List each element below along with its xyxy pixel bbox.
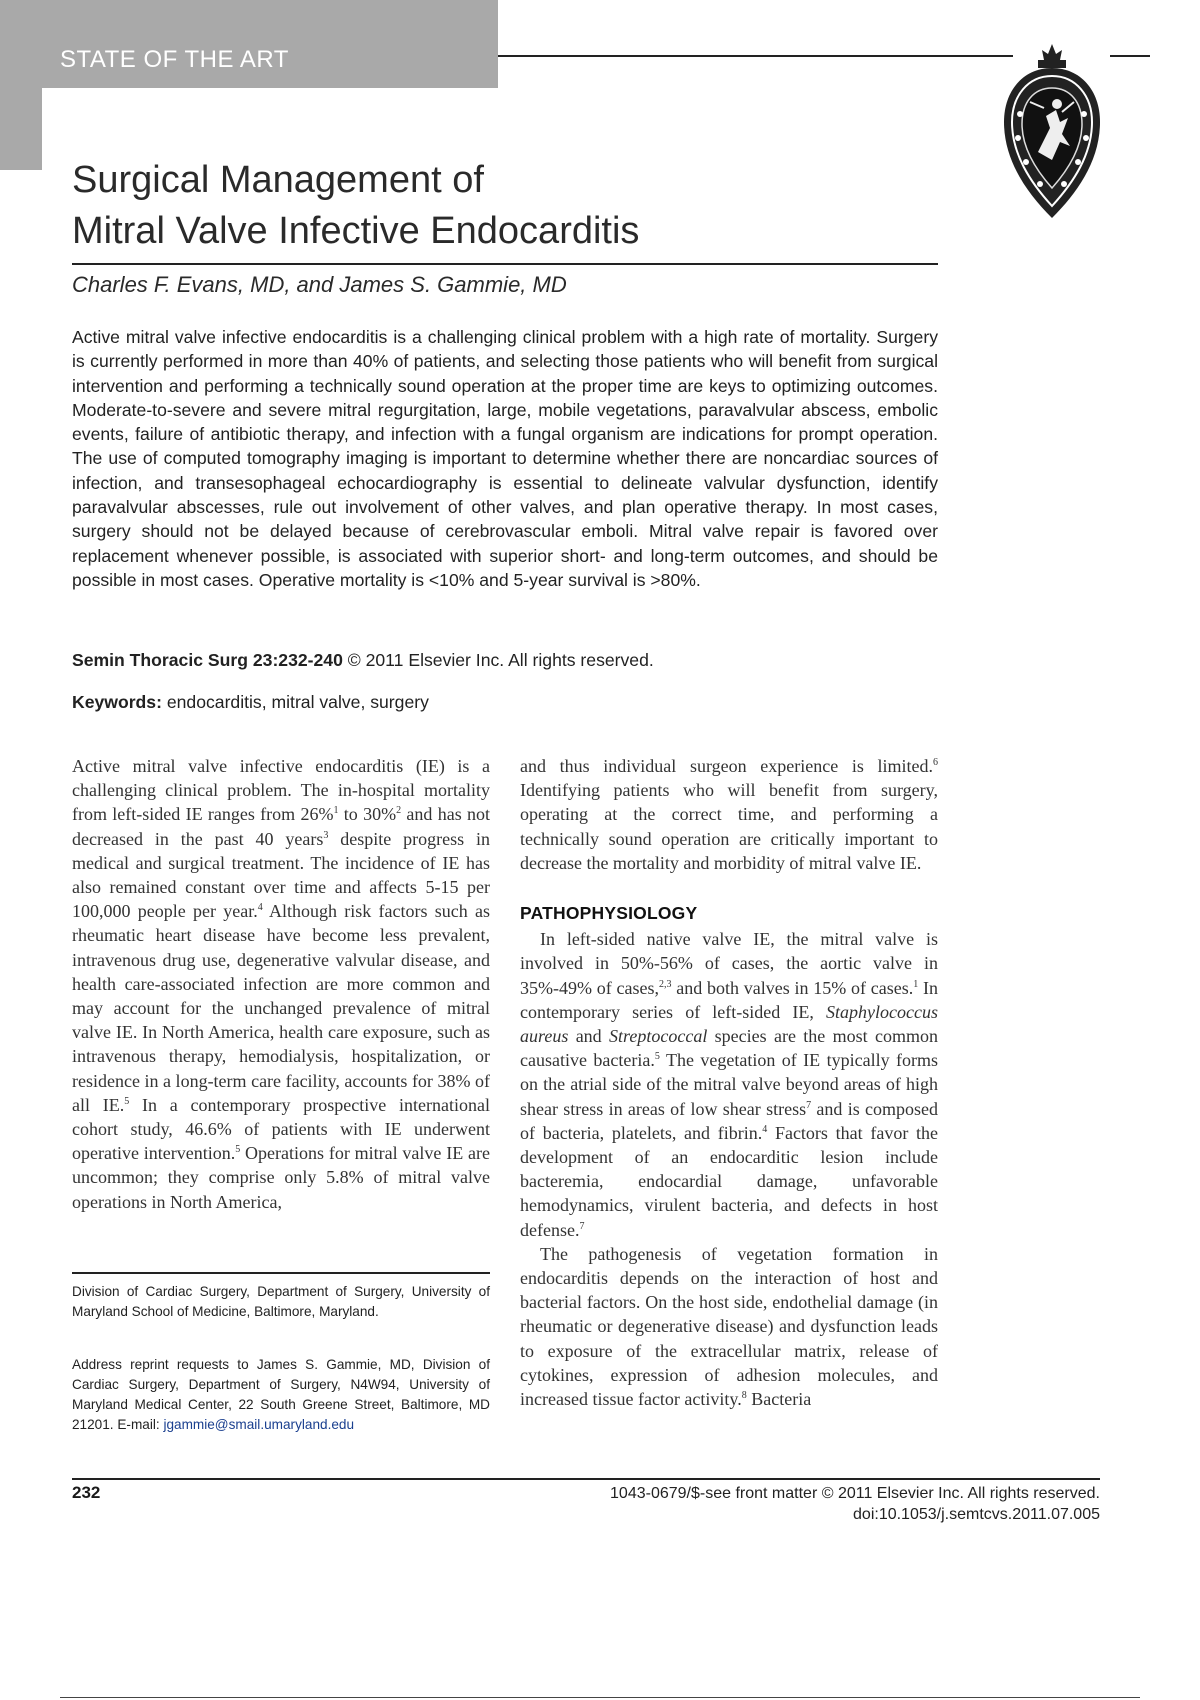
intro-continuation: and thus individual surgeon experience is limited.$^6$ Identifying patients who will benefit from surgery, operating at the correct time, and performing a technically sound operation are critically important to decrease the mortality and morbidity of mitral valve IE.	[520, 756, 938, 873]
keywords	[72, 692, 429, 713]
pathophysiology-paragraph-1: In left-sided native valve IE, the mitral valve is involved in 50%-56% of cases, the aortic valve in 35%-49% of cases,$^{2,3}$ and both valves in 15% of cases.$^1$ In contemporary series of left-sided IE, Staphylococcus aureus and Streptococcal species are the most common causative bacteria.$^5$ The vegetation of IE typically forms on the atrial side of the mitral valve beyond areas of high shear stress in areas of low shear stress$^7$ and is composed of bacteria, platelets, and fibrin.$^4$ Factors that favor the development of an endocarditic lesion include bacteremia, endocardial damage, unfavorable hemodynamics, virulent bacteria, and defects in host defense.$^7$	[520, 929, 939, 1240]
affiliation-footnote: Division of Cardiac Surgery, Department of Surgery, University of Maryland School of Medicine, Baltimore, Maryland.	[72, 1284, 490, 1319]
authors: Charles F. Evans, MD, and James S. Gammie, MD	[72, 272, 567, 297]
keywords-list: endocarditis, mitral valve, surgery	[166, 692, 429, 712]
address-footnote: Address reprint requests to James S. Gammie, MD, Division of Cardiac Surgery, Department of Surgery, N4W94, University of Maryland Medical Center, 22 South Greene Street, Baltimore, MD 21201. E-mail: jgammie@smail.umaryland.edu	[72, 1357, 490, 1432]
citation-rights: © 2011 Elsevier Inc. All rights reserved.	[347, 650, 654, 670]
journal-crest-icon	[1000, 42, 1104, 220]
title-line-1: Surgical Management of	[72, 159, 484, 201]
title-line-2: Mitral Valve Infective Endocarditis	[72, 210, 640, 252]
doi-line: doi:10.1053/j.semtcvs.2011.07.005	[853, 1506, 1100, 1523]
footer-issn	[610, 1483, 1100, 1525]
footer-rule	[72, 1478, 1100, 1480]
page-end-rule	[60, 1697, 1140, 1698]
page-number: 232	[72, 1483, 101, 1502]
section-banner	[0, 0, 498, 88]
citation-journal: Semin Thoracic Surg 23:232-240	[72, 650, 343, 670]
abstract: Active mitral valve infective endocarditis is a challenging clinical problem with a high rate of mortality. Surgery is currently performed in more than 40% of patients, and selecting those patients who will benefit from surgical intervention and performing a technically sound operation at the proper time are keys to optimizing outcomes. Moderate-to-severe and severe mitral regurgitation, large, mobile vegetations, paravalvular abscess, embolic events, failure of antibiotic therapy, and infection with a fungal organism are indications for prompt operation. The use of computed tomography imaging is important to determine whether there are noncardiac sources of infection, and transesophageal echocardiography is essential to delineate valvular dysfunction, identify paravalvular abscesses, rule out involvement of other valves, and plan operative therapy. In most cases, surgery should not be delayed because of cerebrovascular emboli. Mitral valve repair is favored over replacement whenever possible, is associated with superior short- and long-term outcomes, and should be possible in most cases. Operative mortality is <10% and 5-year survival is >80%.	[72, 327, 938, 590]
issn-line: 1043-0679/$-see front matter © 2011 Elsevier Inc. All rights reserved.	[610, 1485, 1100, 1502]
pathophysiology-paragraph-2: The pathogenesis of vegetation formation in endocarditis depends on the interaction of host and bacterial factors. On the host side, endothelial damage (in rheumatic or degenerative disease) and dysfunction leads to exposure of the extracellular matrix, release of cytokines, expression of adhesion molecules, and increased tissue factor activity.$^8$ Bacteria	[520, 1243, 938, 1410]
article-title	[72, 155, 952, 257]
footnote-rule	[72, 1272, 490, 1274]
section-banner-tab	[0, 88, 42, 170]
body-column-right	[520, 754, 938, 1411]
section-heading: PATHOPHYSIOLOGY	[520, 903, 698, 924]
keywords-label: Keywords:	[72, 692, 162, 712]
header-rule	[498, 55, 1013, 57]
header-rule-right	[1110, 55, 1150, 57]
intro-paragraph: Active mitral valve infective endocarditis (IE) is a challenging clinical problem. The in-hospital mortality from left-sided IE ranges from 26%$^1$ to 30%$^2$ and has not decreased in the past 40 years$^3$ despite progress in medical and surgical treatment. The incidence of IE has also remained constant over time and affects 5-15 per 100,000 people per year.$^4$ Although risk factors such as rheumatic heart disease have become less prevalent, intravenous drug use, degenerative valvular disease, and health care-associated infection are more common and may account for the unchanged prevalence of mitral valve IE. In North America, health care exposure, such as intravenous therapy, hemodialysis, hospitalization, or residence in a long-term care facility, accounts for 38% of all IE.$^5$ In a contemporary prospective international cohort study, 46.6% of patients with IE underwent operative intervention.$^5$ Operations for mitral valve IE are uncommon; they comprise only 5.8% of mitral valve operations in North America,	[72, 756, 491, 1212]
email-link[interactable]: jgammie@smail.umaryland.edu	[163, 1417, 355, 1432]
section-label: STATE OF THE ART	[60, 46, 289, 73]
body-column-left	[72, 754, 490, 1214]
title-rule	[72, 263, 938, 265]
citation	[72, 650, 654, 671]
